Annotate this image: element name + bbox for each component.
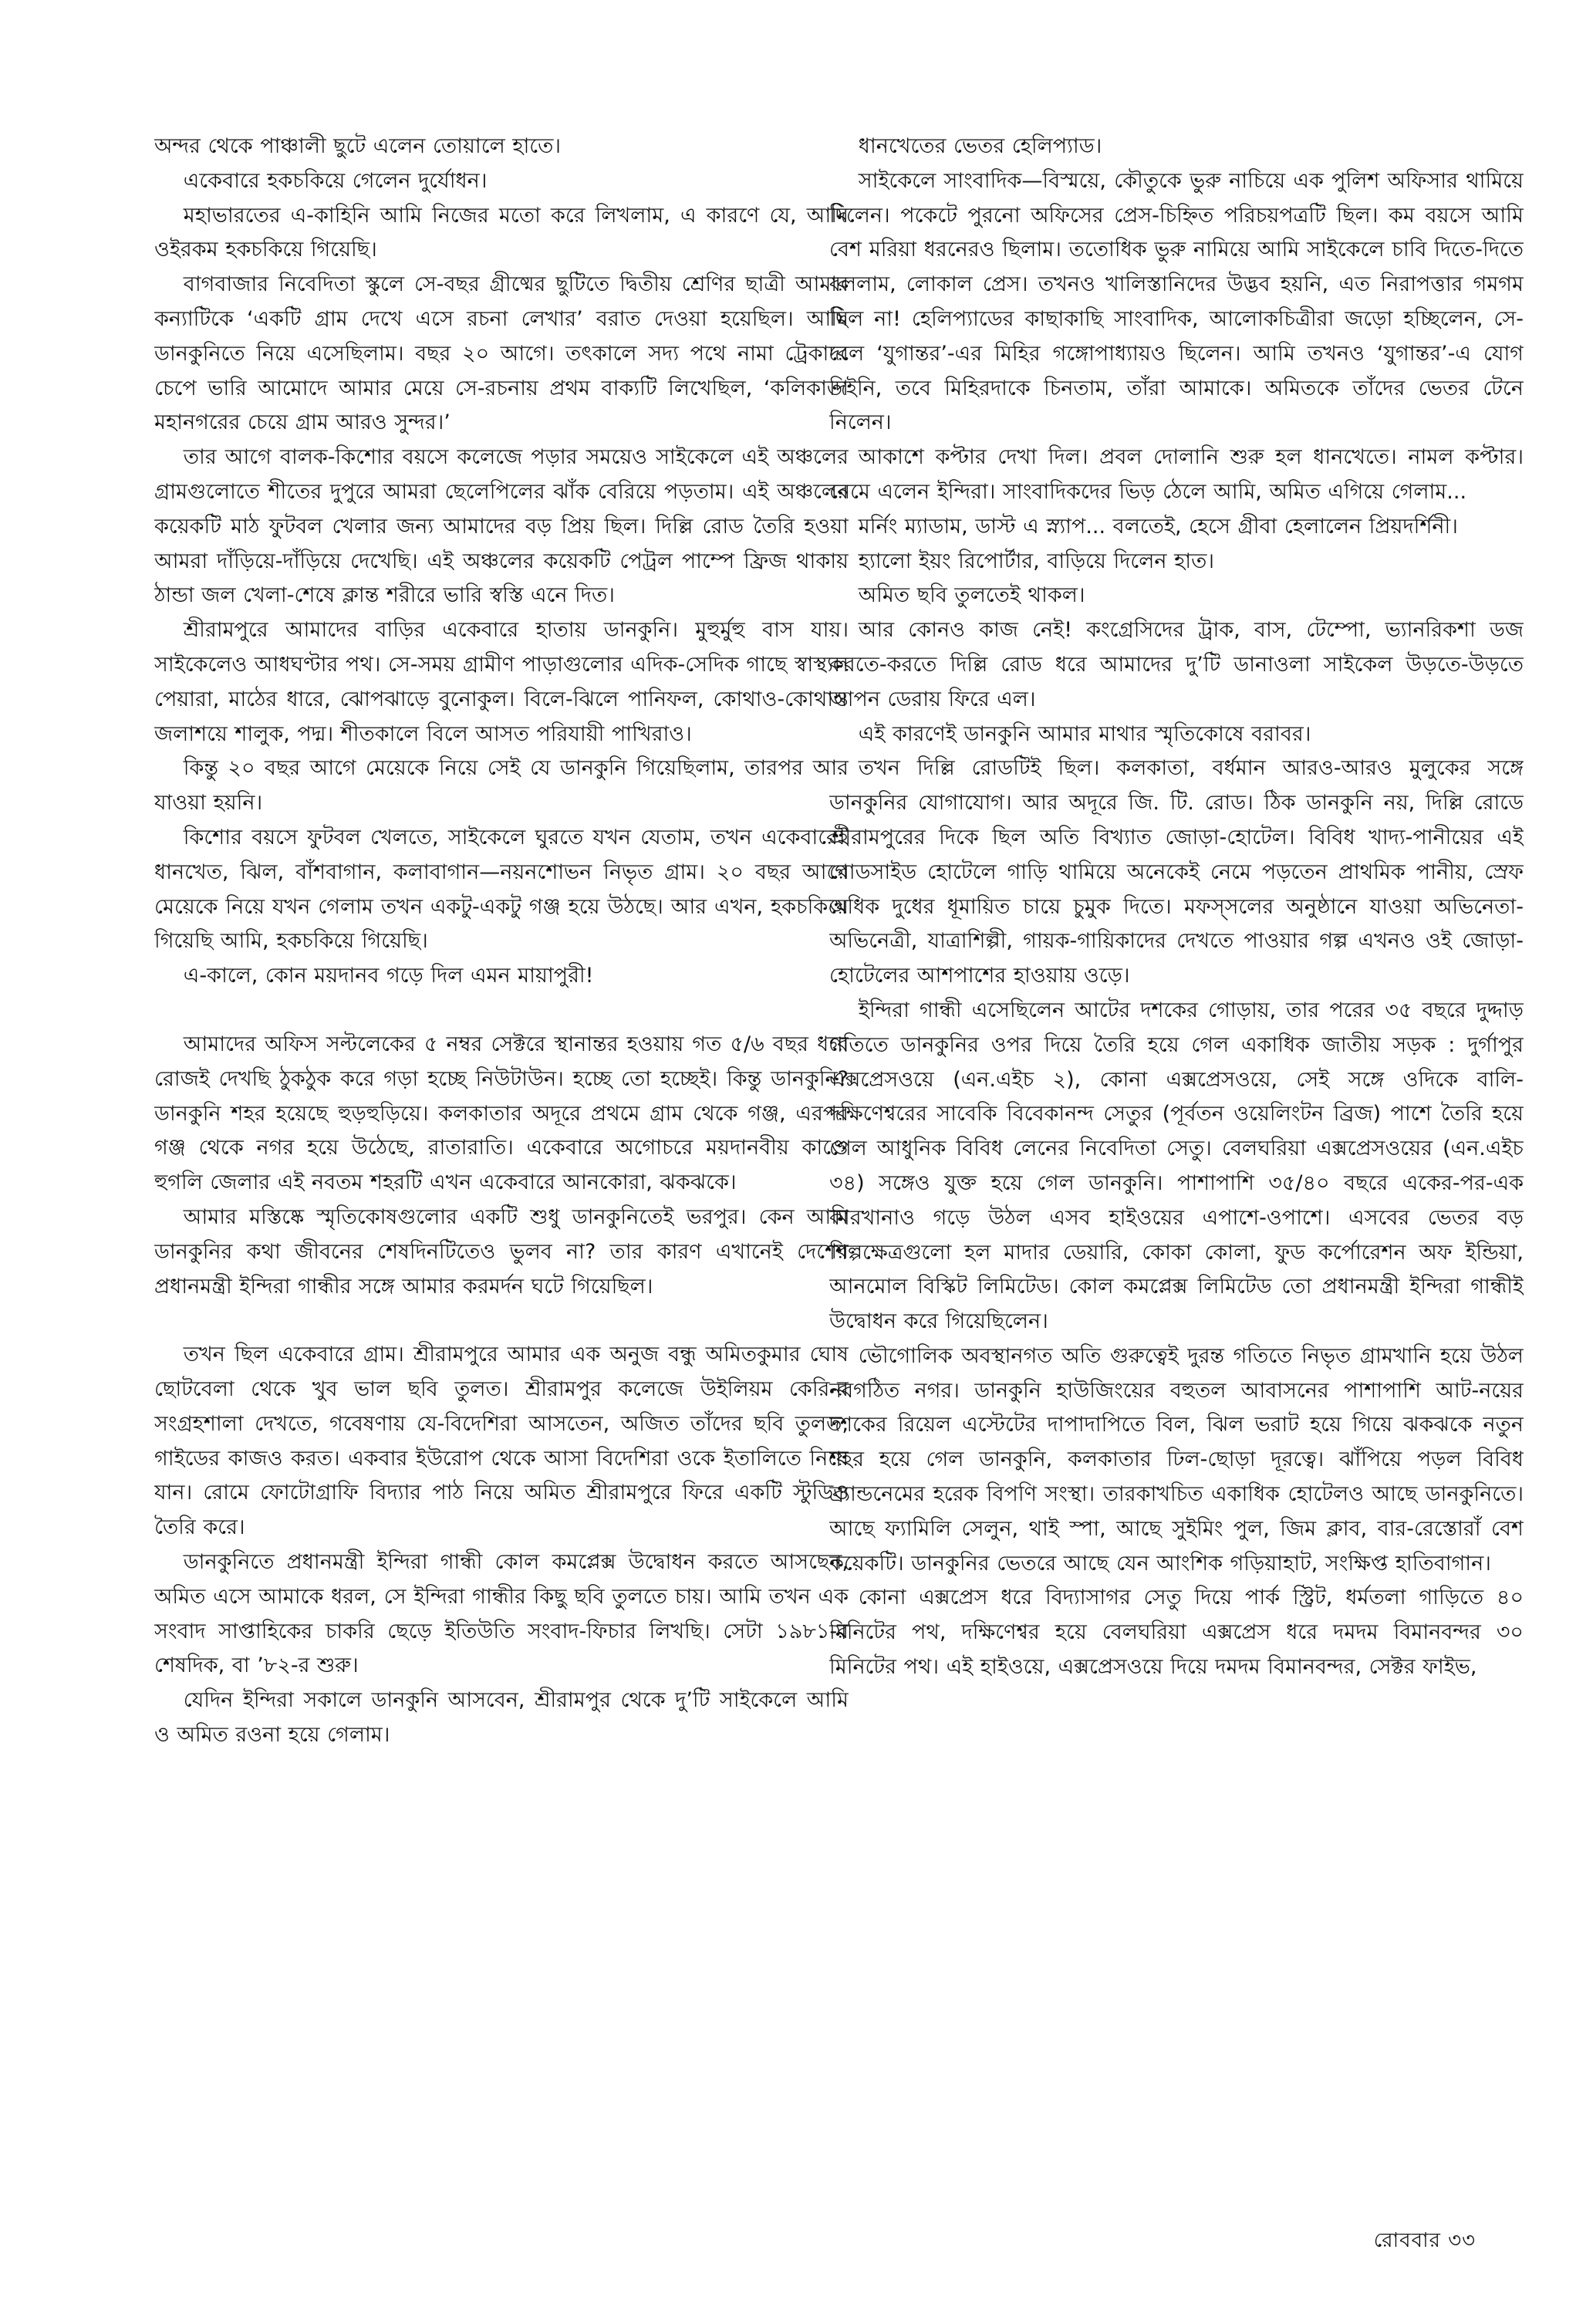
- article-paragraph: তখন ছিল একেবারে গ্রাম। শ্রীরামপুরে আমার এক অনুজ বন্ধু অমিতকুমার ঘোষ ছোটবেলা থেকে খুব ভাল ছবি তুলত। শ্রীরামপুর কলেজে উইলিয়ম কেরি-র সংগ্রহশালা দেখতে, গবেষণায় যে-বিদেশিরা আসতেন, অজিত তাঁদের ছবি তুলত, গাইডের কাজও করত। একবার ইউরোপ থেকে আসা বিদেশিরা ওকে ইতালিতে নিয়ে যান। রোমে ফোটোগ্রাফি বিদ্যার পাঠ নিয়ে অমিত শ্রীরামপুরে ফিরে একটি স্টুডিও তৈরি করে।: [154, 1343, 849, 1540]
- article-paragraph: অমিত ছবি তুলতেই থাকল।: [858, 583, 1085, 608]
- article-paragraph: ডানকুনিতে প্রধানমন্ত্রী ইন্দিরা গান্ধী কোল কমপ্লেক্স উদ্বোধন করতে আসছেন, অমিত এসে আমাকে ধরল, সে ইন্দিরা গান্ধীর কিছু ছবি তুলতে চায়। আমি তখন এক সংবাদ সাপ্তাহিকের চাকরি ছেড়ে ইতিউতি সংবাদ-ফিচার লিখছি। সেটা ১৯৮১-র শেষদিক, বা ’৮২-র শুরু।: [154, 1550, 849, 1678]
- article-paragraph: এই কারণেই ডানকুনি আমার মাথার স্মৃতিকোষে বরাবর।: [858, 721, 1311, 746]
- section-break: [154, 1304, 849, 1338]
- article-paragraph: কিশোর বয়সে ফুটবল খেলতে, সাইকেলে ঘুরতে যখন যেতাম, তখন একেবারেই ধানখেত, ঝিল, বাঁশবাগান, কলাবাগান—নয়নশোভন নিভৃত গ্রাম। ২০ বছর আগে মেয়েকে নিয়ে যখন গেলাম তখন একটু-একটু গঞ্জ হয়ে উঠছে। আর এখন, হকচকিয়ে গিয়েছি আমি, হকচকিয়ে গিয়েছি।: [154, 825, 849, 954]
- article-right-column: [829, 130, 1524, 2228]
- article-paragraph: অন্দর থেকে পাঞ্চালী ছুটে এলেন তোয়ালে হাতে।: [154, 134, 562, 158]
- section-break: [154, 994, 849, 1028]
- article-paragraph: কিন্তু ২০ বছর আগে মেয়েকে নিয়ে সেই যে ডানকুনি গিয়েছিলাম, তারপর আর যাওয়া হয়নি।: [154, 756, 849, 816]
- article-paragraph: আমার মস্তিষ্কে স্মৃতিকোষগুলোর একটি শুধু ডানকুনিতেই ভরপুর। কেন আমি ডানকুনির কথা জীবনের শেষদিনটিতেও ভুলব না? তার কারণ এখানেই দেশের প্রধানমন্ত্রী ইন্দিরা গান্ধীর সঙ্গে আমার করমর্দন ঘটে গিয়েছিল।: [154, 1204, 849, 1299]
- article-paragraph: ভৌগোলিক অবস্থানগত অতি গুরুত্বেই দুরন্ত গতিতে নিভৃত গ্রামখানি হয়ে উঠল নবগঠিত নগর। ডানকুনি হাউজিংয়ের বহুতল আবাসনের পাশাপাশি আট-নয়ের দশকের রিয়েল এস্টেটের দাপাদাপিতে বিল, ঝিল ভরাট হয়ে গিয়ে ঝকঝকে নতুন শহর হয়ে গেল ডানকুনি, কলকাতার ঢিল-ছোড়া দূরত্বে। ঝাঁপিয়ে পড়ল বিবিধ ব্র্যান্ডনেমের হরেক বিপণি সংস্থা। তারকাখচিত একাধিক হোটেলও আছে ডানকুনিতে। আছে ফ্যামিলি সেলুন, থাই স্পা, আছে সুইমিং পুল, জিম ক্লাব, বার-রেস্তোরাঁ বেশ কয়েকটি। ডানকুনির ভেতরে আছে যেন আংশিক গড়িয়াহাট, সংক্ষিপ্ত হাতিবাগান।: [829, 1343, 1524, 1576]
- article-paragraph: সাইকেলে সাংবাদিক—বিস্ময়ে, কৌতুকে ভুরু নাচিয়ে এক পুলিশ অফিসার থামিয়ে দিলেন। পকেটে পুরনো অফিসের প্রেস-চিহ্নিত পরিচয়পত্রটি ছিল। কম বয়সে আমি বেশ মরিয়া ধরনেরও ছিলাম। ততোধিক ভুরু নামিয়ে আমি সাইকেলে চাবি দিতে-দিতে বললাম, লোকাল প্রেস। তখনও খালিস্তানিদের উদ্ভব হয়নি, এত নিরাপত্তার গমগম ছিল না! হেলিপ্যাডের কাছাকাছি সাংবাদিক, আলোকচিত্রীরা জড়ো হচ্ছিলেন, সে-দলে ‘যুগান্তর’-এর মিহির গঙ্গোপাধ্যায়ও ছিলেন। আমি তখনও ‘যুগান্তর’-এ যোগ দিইনি, তবে মিহিরদাকে চিনতাম, তাঁরা আমাকে। অমিতকে তাঁদের ভেতর টেনে নিলেন।: [829, 168, 1524, 435]
- article-paragraph: আমাদের অফিস সল্টলেকের ৫ নম্বর সেক্টরে স্থানান্তর হওয়ায় গত ৫/৬ বছর ধরে রোজই দেখছি ঠুকঠুক করে গড়া হচ্ছে নিউটাউন। হচ্ছে তো হচ্ছেই। কিন্তু ডানকুনি? ডানকুনি শহর হয়েছে হুড়হুড়িয়ে। কলকাতার অদূরে প্রথমে গ্রাম থেকে গঞ্জ, এরপর গঞ্জ থেকে নগর হয়ে উঠেছে, রাতারাতি। একেবারে অগোচরে ময়দানবীয় কাণ্ডে হুগলি জেলার এই নবতম শহরটি এখন একেবারে আনকোরা, ঝকঝকে।: [154, 1032, 849, 1195]
- article-paragraph: হ্যালো ইয়ং রিপোর্টার, বাড়িয়ে দিলেন হাত।: [858, 549, 1215, 573]
- article-paragraph: এ-কালে, কোন ময়দানব গড়ে দিল এমন মায়াপুরী!: [183, 964, 594, 988]
- article-paragraph: আকাশে কপ্টার দেখা দিল। প্রবল দোলানি শুরু হল ধানখেতে। নামল কপ্টার। নেমে এলেন ইন্দিরা। সাংবাদিকদের ভিড় ঠেলে আমি, অমিত এগিয়ে গেলাম...: [829, 445, 1524, 504]
- page-footer: রোববার ৩৩: [1373, 2229, 1476, 2252]
- article-paragraph: যেদিন ইন্দিরা সকালে ডানকুনি আসবেন, শ্রীরামপুর থেকে দু’টি সাইকেলে আমি ও অমিত রওনা হয়ে গেলাম।: [154, 1688, 849, 1748]
- article-paragraph: ইন্দিরা গান্ধী এসেছিলেন আটের দশকের গোড়ায়, তার পরের ৩৫ বছরে দুদ্দাড় গতিতে ডানকুনির ওপর দিয়ে তৈরি হয়ে গেল একাধিক জাতীয় সড়ক : দুর্গাপুর এক্সপ্রেসওয়ে (এন.এইচ ২), কোনা এক্সপ্রেসওয়ে, সেই সঙ্গে ওদিকে বালি-দক্ষিণেশ্বরের সাবেকি বিবেকানন্দ সেতুর (পূর্বতন ওয়েলিংটন ব্রিজ) পাশে তৈরি হয়ে গেল আধুনিক বিবিধ লেনের নিবেদিতা সেতু। বেলঘরিয়া এক্সপ্রেসওয়ের (এন.এইচ ৩৪) সঙ্গেও যুক্ত হয়ে গেল ডানকুনি। পাশাপাশি ৩৫/৪০ বছরে একের-পর-এক কারখানাও গড়ে উঠল এসব হাইওয়ের এপাশে-ওপাশে। এসবের ভেতর বড় শিল্পক্ষেত্রগুলো হল মাদার ডেয়ারি, কোকা কোলা, ফুড কর্পোরেশন অফ ইন্ডিয়া, আনমোল বিস্কিট লিমিটেড। কোল কমপ্লেক্স লিমিটেড তো প্রধানমন্ত্রী ইন্দিরা গান্ধীই উদ্বোধন করে গিয়েছিলেন।: [829, 998, 1524, 1334]
- article-paragraph: একেবারে হকচকিয়ে গেলেন দুর্যোধন।: [183, 168, 488, 193]
- article-paragraph: বাগবাজার নিবেদিতা স্কুলে সে-বছর গ্রীষ্মের ছুটিতে দ্বিতীয় শ্রেণির ছাত্রী আমার কন্যাটিকে ‘একটি গ্রাম দেখে এসে রচনা লেখার’ বরাত দেওয়া হয়েছিল। আমি ডানকুনিতে নিয়ে এসেছিলাম। বছর ২০ আগে। তৎকালে সদ্য পথে নামা ট্রেকারে চেপে ভারি আমোদে আমার মেয়ে সে-রচনায় প্রথম বাক্যটি লিখেছিল, ‘কলিকাতা মহানগরের চেয়ে গ্রাম আরও সুন্দর।’: [154, 272, 849, 435]
- article-paragraph: ধানখেতের ভেতর হেলিপ্যাড।: [858, 134, 1102, 158]
- article-paragraph: শ্রীরামপুরে আমাদের বাড়ির একেবারে হাতায় ডানকুনি। মুহুর্মুহু বাস যায়। সাইকেলেও আধঘণ্টার পথ। সে-সময় গ্রামীণ পাড়াগুলোর এদিক-সেদিক গাছে স্বাস্থ্যল পেয়ারা, মাঠের ধারে, ঝোপঝাড়ে বুনোকুল। বিলে-ঝিলে পানিফল, কোথাও-কোথাও জলাশয়ে শালুক, পদ্ম। শীতকালে বিলে আসত পরিযায়ী পাখিরাও।: [154, 618, 849, 746]
- article-left-column: [154, 130, 849, 2228]
- article-paragraph: মর্নিং ম্যাডাম, ডাস্ট এ স্ন্যাপ... বলতেই, হেসে গ্রীবা হেলালেন প্রিয়দর্শিনী।: [858, 514, 1458, 539]
- article-paragraph: তার আগে বালক-কিশোর বয়সে কলেজে পড়ার সময়েও সাইকেলে এই অঞ্চলের গ্রামগুলোতে শীতের দুপুরে আমরা ছেলেপিলের ঝাঁক বেরিয়ে পড়তাম। এই অঞ্চলের কয়েকটি মাঠ ফুটবল খেলার জন্য আমাদের বড় প্রিয় ছিল। দিল্লি রোড তৈরি হওয়া আমরা দাঁড়িয়ে-দাঁড়িয়ে দেখেছি। এই অঞ্চলের কয়েকটি পেট্রল পাম্পে ফ্রিজ থাকায় ঠান্ডা জল খেলা-শেষে ক্লান্ত শরীরে ভারি স্বস্তি এনে দিত।: [154, 445, 849, 608]
- article-paragraph: মহাভারতের এ-কাহিনি আমি নিজের মতো করে লিখলাম, এ কারণে যে, আমি ওইরকম হকচকিয়ে গিয়েছি।: [154, 203, 849, 262]
- article-paragraph: তখন দিল্লি রোডটিই ছিল। কলকাতা, বর্ধমান আরও-আরও মুলুকের সঙ্গে ডানকুনির যোগাযোগ। আর অদূরে জি. টি. রোড। ঠিক ডানকুনি নয়, দিল্লি রোডে শ্রীরামপুরের দিকে ছিল অতি বিখ্যাত জোড়া-হোটেল। বিবিধ খাদ্য-পানীয়ের এই রোডসাইড হোটেলে গাড়ি থামিয়ে অনেকেই নেমে পড়তেন প্রাথমিক পানীয়, স্রেফ অধিক দুধের ধূমায়িত চায়ে চুমুক দিতে। মফস্সলের অনুষ্ঠানে যাওয়া অভিনেতা-অভিনেত্রী, যাত্রাশিল্পী, গায়ক-গায়িকাদের দেখতে পাওয়ার গল্প এখনও ওই জোড়া-হোটেলের আশপাশের হাওয়ায় ওড়ে।: [829, 756, 1524, 988]
- article-paragraph: আর কোনও কাজ নেই! কংগ্রেসিদের ট্রাক, বাস, টেম্পো, ভ্যানরিকশা ডজ করতে-করতে দিল্লি রোড ধরে আমাদের দু’টি ডানাওলা সাইকেল উড়তে-উড়তে আপন ডেরায় ফিরে এল।: [829, 618, 1524, 711]
- article-paragraph: কোনা এক্সপ্রেস ধরে বিদ্যাসাগর সেতু দিয়ে পার্ক স্ট্রিট, ধর্মতলা গাড়িতে ৪০ মিনিটের পথ, দক্ষিণেশ্বর হয়ে বেলঘরিয়া এক্সপ্রেস ধরে দমদম বিমানবন্দর ৩০ মিনিটের পথ। এই হাইওয়ে, এক্সপ্রেসওয়ে দিয়ে দমদম বিমানবন্দর, সেক্টর ফাইভ,: [829, 1586, 1524, 1680]
